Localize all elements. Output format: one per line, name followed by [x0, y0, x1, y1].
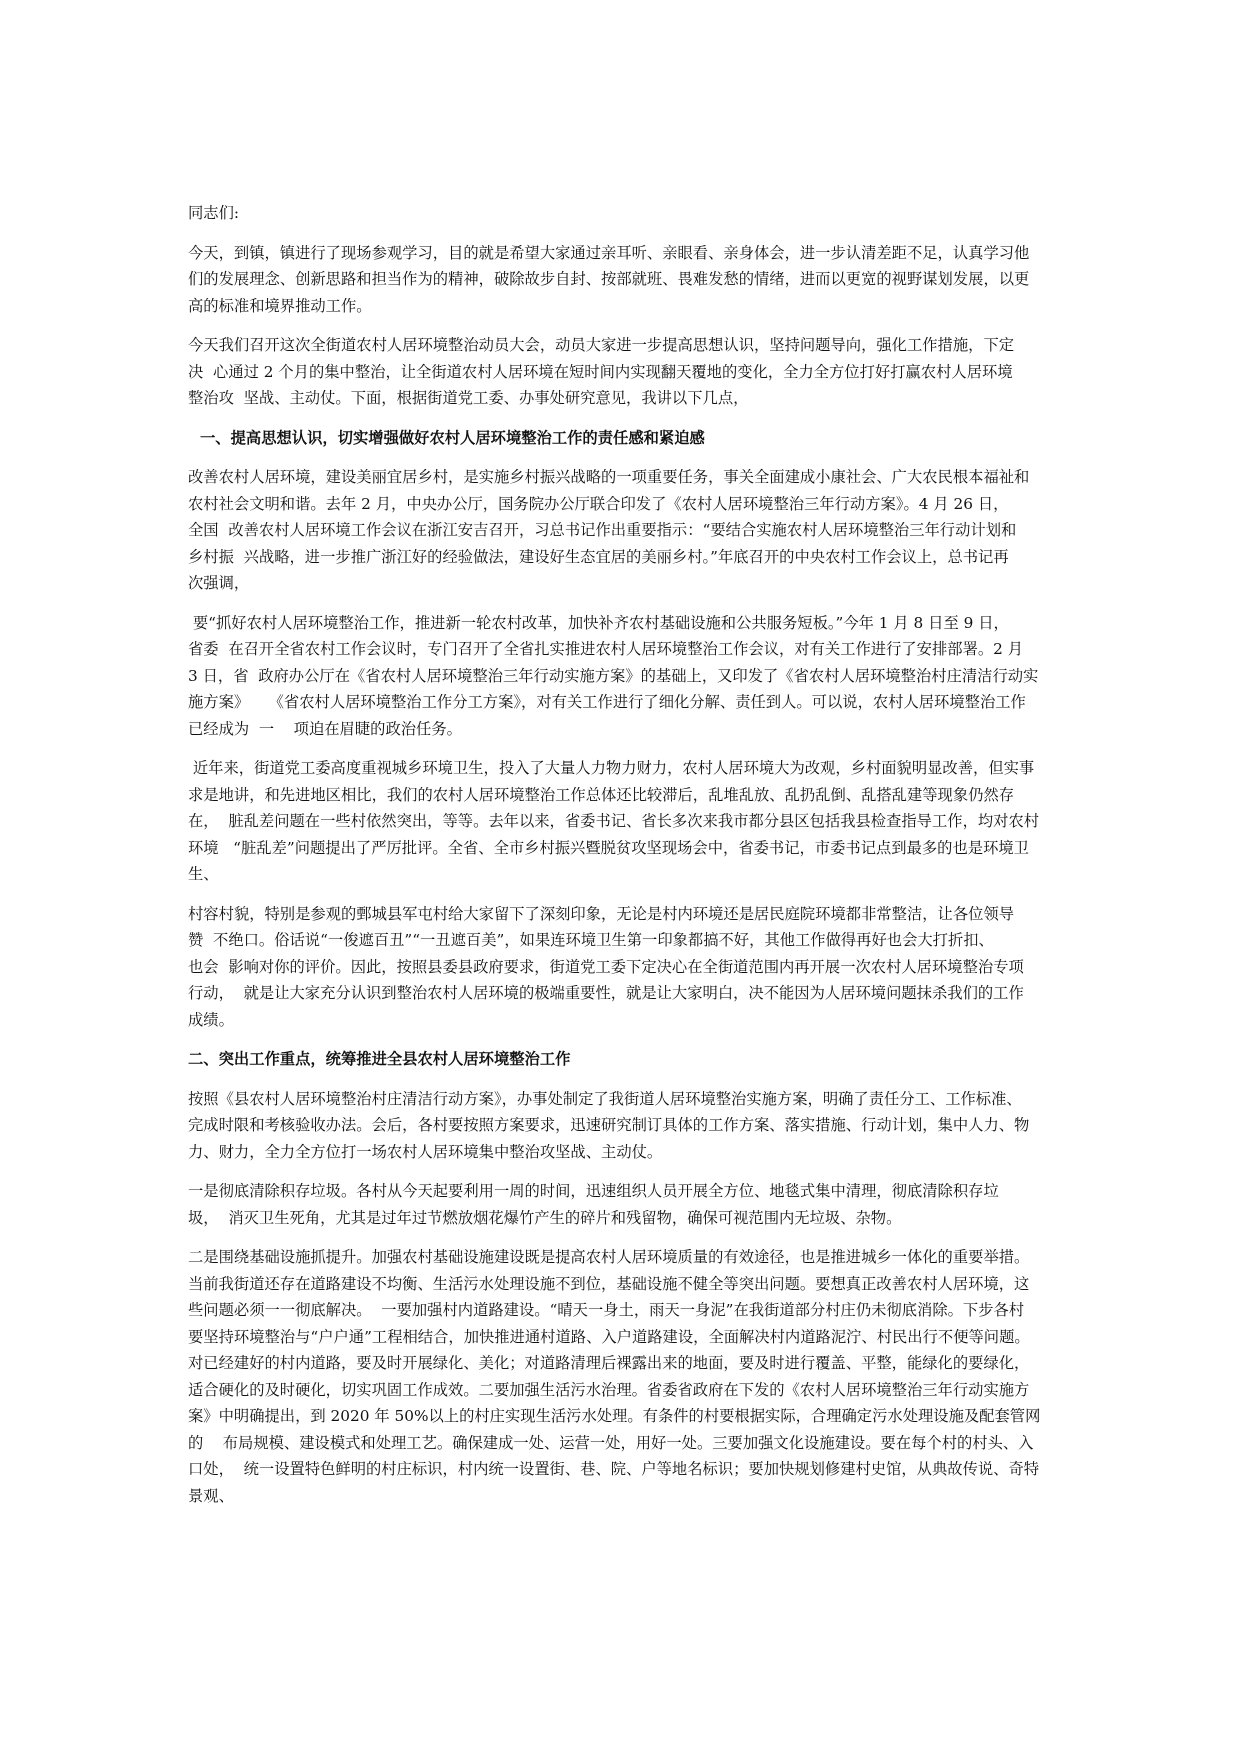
paragraph-1: [188, 240, 1062, 320]
text-line: 行动， 就是让大家充分认识到整治农村人居环境的极端重要性，就是让大家明白，决不能因为人居环境问题抹杀我们的工作: [188, 984, 1024, 1002]
text-line: 决 心通过 2 个月的集中整治，让全街道农村人居环境在短时间内实现翻天覆地的变化，全力全方位打好打赢农村人居环境: [188, 362, 1013, 381]
text-line: 二是围绕基础设施抓提升。加强农村基础设施建设既是提高农村人居环境质量的有效途径，也是推进城乡一体化的重要举措。: [188, 1248, 1030, 1266]
text-line: 成绩。: [188, 1010, 234, 1029]
text-line: 高的标准和境界推动工作。: [188, 296, 372, 315]
text-line: 村容村貌，特别是参观的鄄城县军屯村给大家留下了深刻印象，无论是村内环境还是居民庭院环境都非常整洁，让各位领导: [188, 904, 1015, 923]
text-line: 完成时限和考核验收办法。会后，各村要按照方案要求，迅速研究制订具体的工作方案、落实措施、行动计划，集中人力、物: [188, 1116, 1030, 1134]
text-line: 已经成为 一 项迫在眉睫的政治任务。: [188, 719, 462, 738]
text-line: 圾， 消灭卫生死角，尤其是过年过节燃放烟花爆竹产生的碎片和残留物，确保可视范围内无垃圾、杂物。: [188, 1208, 902, 1227]
paragraph-7: [188, 1086, 1062, 1166]
paragraph-9: [188, 1244, 1062, 1509]
text-line: 按照《县农村人居环境整治村庄清洁行动方案》，办事处制定了我街道人居环境整治实施方案，明确了责任分工、工作标准、: [188, 1089, 1022, 1108]
text-line: 改善农村人居环境，建设美丽宜居乡村，是实施乡村振兴战略的一项重要任务，事关全面建成小康社会、广大农民根本福祉和: [188, 468, 1030, 486]
text-line: 环境 “脏乱差”问题提出了严厉批评。全省、全市乡村振兴暨脱贫攻坚现场会中，省委书记，市委书记点到最多的也是环境卫: [188, 838, 1029, 857]
text-line: 省委 在召开全省农村工作会议时，专门召开了全省扎实推进农村人居环境整治工作会议，对有关工作进行了安排部署。2 月: [188, 640, 1024, 658]
text-line: 近年来，街道党工委高度重视城乡环境卫生，投入了大量人力物力财力，农村人居环境大为改观，乡村面貌明显改善，但实事: [188, 759, 1035, 777]
salutation-line: 同志们:: [188, 204, 240, 222]
text-line: 生、: [188, 865, 219, 883]
text-line: 口处， 统一设置特色鲜明的村庄标识，村内统一设置街、巷、院、户等地名标识；要加快规划修建村史馆，从典故传说、奇特: [188, 1460, 1040, 1478]
text-line: 赞 不绝口。俗话说“一俊遮百丑”“一丑遮百美”，如果连环境卫生第一印象都搞不好，其他工作做得再好也会大打折扣、: [188, 931, 994, 949]
text-line: 些问题必须一一彻底解决。 一要加强村内道路建设。“晴天一身土，雨天一身泥”在我街道部分村庄仍未彻底消除。下步各村: [188, 1301, 1025, 1319]
text-line: 要“抓好农村人居环境整治工作，推进新一轮农村改革，加快补齐农村基础设施和公共服务短板。”今年 1 月 8 日至 9 日，: [188, 613, 1009, 632]
text-line: 们的发展理念、创新思路和担当作为的精神，破除故步自封、按部就班、畏难发愁的情绪，进而以更宽的视野谋划发展，以更: [188, 270, 1030, 288]
text-line: 全国 改善农村人居环境工作会议在浙江安吉召开，习总书记作出重要指示：“要结合实施农村人居环境整治三年行动计划和: [188, 521, 1017, 539]
text-line: 要坚持环境整治与“户户通”工程相结合，加快推进通村道路、入户道路建设，全面解决村内道路泥泞、村民出行不便等问题。: [188, 1327, 1030, 1346]
text-line: 3 日，省 政府办公厅在《省农村人居环境整治三年行动实施方案》的基础上，又印发了《省农村人居环境整治村庄清洁行动实: [188, 666, 1039, 685]
text-line: 在， 脏乱差问题在一些村依然突出，等等。去年以来，省委书记、省长多次来我市都分县区包括我县检查指导工作，均对农村: [188, 812, 1040, 830]
text-line: 适合硬化的及时硬化，切实巩固工作成效。二要加强生活污水治理。省委省政府在下发的《农村人居环境整治三年行动实施方: [188, 1380, 1030, 1399]
paragraph-8: [188, 1178, 1062, 1231]
text-line: 力、财力，全力全方位打一场农村人居环境集中整治攻坚战、主动仗。: [188, 1142, 663, 1161]
text-line: 案》中明确提出，到 2020 年 50%以上的村庄实现生活污水处理。有条件的村要根据实际，合理确定污水处理设施及配套管网: [188, 1407, 1041, 1425]
text-line: 次强调，: [188, 574, 250, 592]
text-line: 也会 影响对你的评价。因此，按照县委县政府要求，街道党工委下定决心在全街道范围内再开展一次农村人居环境整治专项: [188, 957, 1024, 976]
text-line: 当前我街道还存在道路建设不均衡、生活污水处理设施不到位，基础设施不健全等突出问题。要想真正改善农村人居环境，这: [188, 1274, 1030, 1293]
section-heading-1: 一、提高思想认识，切实增强做好农村人居环境整治工作的责任感和紧迫感: [200, 428, 705, 447]
document-body: [188, 200, 1062, 1522]
paragraph-6: [188, 901, 1062, 1034]
paragraph-2: [188, 332, 1062, 412]
section-heading-2: 二、突出工作重点，统筹推进全县农村人居环境整治工作: [188, 1050, 571, 1068]
text-line: 求是地讲，和先进地区相比，我们的农村人居环境整治工作总体还比较滞后，乱堆乱放、乱扔乱倒、乱搭乱建等现象仍然存: [188, 785, 1015, 804]
text-line: 施方案》 《省农村人居环境整治工作分工方案》，对有关工作进行了细化分解、责任到人。可以说，农村人居环境整治工作: [188, 693, 1026, 711]
paragraph-5: [188, 755, 1062, 888]
text-line: 对已经建好的村内道路，要及时开展绿化、美化；对道路清理后裸露出来的地面，要及时进行覆盖、平整，能绿化的要绿化，: [188, 1354, 1030, 1372]
paragraph-4: [188, 610, 1062, 743]
text-line: 一是彻底清除积存垃圾。各村从今天起要利用一周的时间，迅速组织人员开展全方位、地毯式集中清理，彻底清除积存垃: [188, 1182, 999, 1200]
text-line: 整治攻 坚战、主动仗。下面，根据街道党工委、办事处研究意见，我讲以下几点，: [188, 389, 749, 407]
text-line: 今天，到镇，镇进行了现场参观学习，目的就是希望大家通过亲耳听、亲眼看、亲身体会，进一步认清差距不足，认真学习他: [188, 243, 1030, 262]
text-line: 农村社会文明和谐。去年 2 月，中央办公厅，国务院办公厅联合印发了《农村人居环境整治三年行动方案》。4 月 26 日，: [188, 494, 1009, 513]
text-line: 的 布局规模、建设模式和处理工艺。确保建成一处、运营一处，用好一处。三要加强文化设施建设。要在每个村的村头、入: [188, 1433, 1034, 1452]
text-line: 乡村振 兴战略，进一步推广浙江好的经验做法，建设好生态宜居的美丽乡村。”年底召开的中央农村工作会议上，总书记再: [188, 547, 1009, 566]
text-line: 景观、: [188, 1486, 234, 1505]
salutation: [188, 200, 1062, 227]
paragraph-3: [188, 464, 1062, 597]
text-line: 今天我们召开这次全街道农村人居环境整治动员大会，动员大家进一步提高思想认识，坚持问题导向，强化工作措施，下定: [188, 336, 1015, 354]
